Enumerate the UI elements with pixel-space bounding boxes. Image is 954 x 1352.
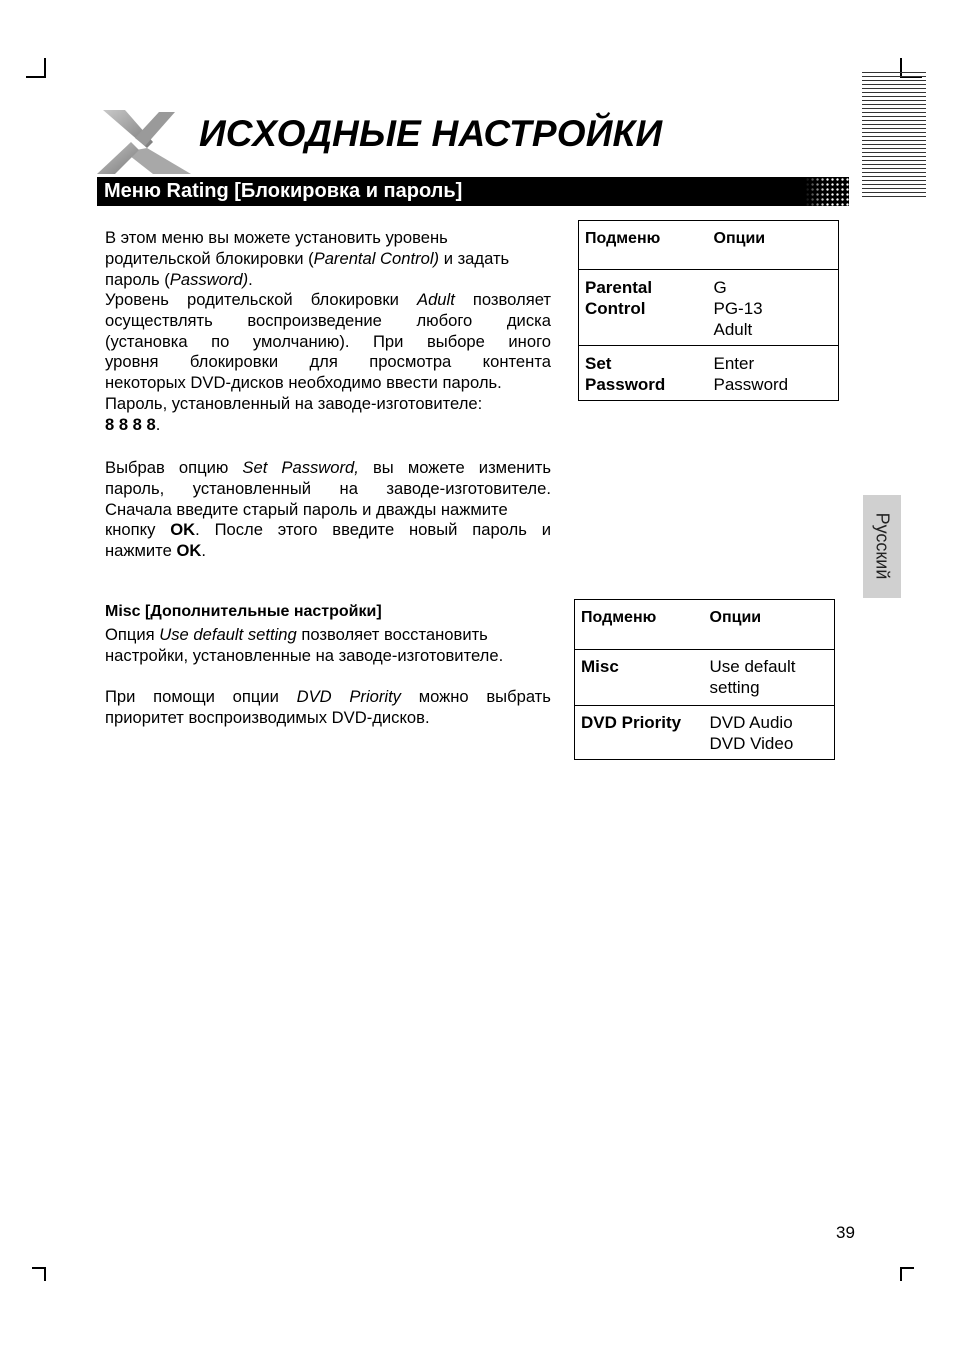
rating-paragraph-intro (105, 228, 551, 290)
table-row (575, 706, 835, 760)
crop-mark-top-left (26, 76, 46, 78)
options-cell: G PG-13 Adult (708, 270, 839, 346)
rating-options-table (578, 220, 839, 401)
misc-paragraph-default (105, 625, 551, 667)
default-password: 8 8 8 8 (105, 414, 156, 434)
misc-paragraph-priority (105, 687, 551, 729)
options-cell: DVD Audio DVD Video (704, 706, 835, 760)
text-line: Выбрав опцию Set Password, вы можете изменить (105, 458, 551, 477)
table-header-row (579, 221, 839, 270)
x-logo-icon (95, 108, 195, 178)
crop-mark-top-left (44, 58, 46, 78)
table-header-row (575, 600, 835, 650)
text-line: Уровень родительской блокировки Adult позволяет (105, 290, 551, 309)
misc-heading: Misc [Дополнительные настройки] (105, 603, 382, 620)
text-line: 8 8 8 8. (105, 414, 161, 434)
text-line: В этом меню вы можете установить уровень (105, 228, 448, 247)
text-line: При помощи опции DVD Priority можно выбрать (105, 687, 551, 706)
rating-paragraph-set-password (105, 458, 551, 562)
language-side-tab (863, 495, 901, 598)
text-line: Опция Use default setting позволяет восстановить (105, 625, 488, 644)
page-number: 39 (836, 1223, 855, 1242)
options-cell: Enter Password (708, 346, 839, 401)
text-line: пароль, установленный на заводе-изготовителе. (105, 478, 551, 498)
submenu-cell: DVD Priority (575, 706, 704, 760)
language-label: Русский (872, 512, 893, 580)
text-line: некоторых DVD-дисков необходимо ввести пароль. (105, 373, 502, 393)
crop-mark-bottom-right (900, 1267, 902, 1281)
table-row (579, 270, 839, 346)
options-cell: Use default setting (704, 650, 835, 706)
text-line: уровня блокировки для просмотра контента (105, 352, 551, 372)
submenu-cell: Misc (575, 650, 704, 706)
header-stripes (862, 72, 926, 200)
text-line: Пароль, установленный на заводе-изготовителе: (105, 393, 483, 413)
header-options: Опции (713, 230, 766, 247)
section-title: Меню Rating [Блокировка и пароль] (104, 180, 463, 202)
header-options: Опции (709, 609, 762, 626)
text-line: Сначала введите старый пароль и дважды нажмите (105, 499, 508, 519)
page-title: ИСХОДНЫЕ НАСТРОЙКИ (199, 113, 663, 154)
misc-options-table (574, 599, 835, 760)
bar-halftone-decoration (805, 177, 849, 206)
crop-mark-bottom-right (900, 1267, 914, 1269)
text-line: (установка по умолчанию). При выборе иного (105, 331, 551, 351)
text-line: осуществлять воспроизведение любого диска (105, 310, 551, 330)
header-submenu: Подменю (581, 609, 657, 626)
text-line: родительской блокировки (Parental Control) и задать (105, 248, 510, 268)
text-line: приоритет воспроизводимых DVD-дисков. (105, 707, 430, 727)
text-line: нажмите OK. (105, 541, 206, 561)
submenu-cell: Parental Control (579, 270, 708, 346)
text-line: настройки, установленные на заводе-изготовителе. (105, 645, 504, 665)
rating-paragraph-levels (105, 290, 551, 436)
text-line: пароль (Password). (105, 269, 253, 289)
header-submenu: Подменю (585, 230, 661, 247)
crop-mark-bottom-left (44, 1267, 46, 1281)
table-row (579, 346, 839, 401)
section-header-bar (97, 177, 849, 206)
table-row (575, 650, 835, 706)
text-line: кнопку OK. После этого введите новый пароль и (105, 520, 551, 540)
submenu-cell: Set Password (579, 346, 708, 401)
